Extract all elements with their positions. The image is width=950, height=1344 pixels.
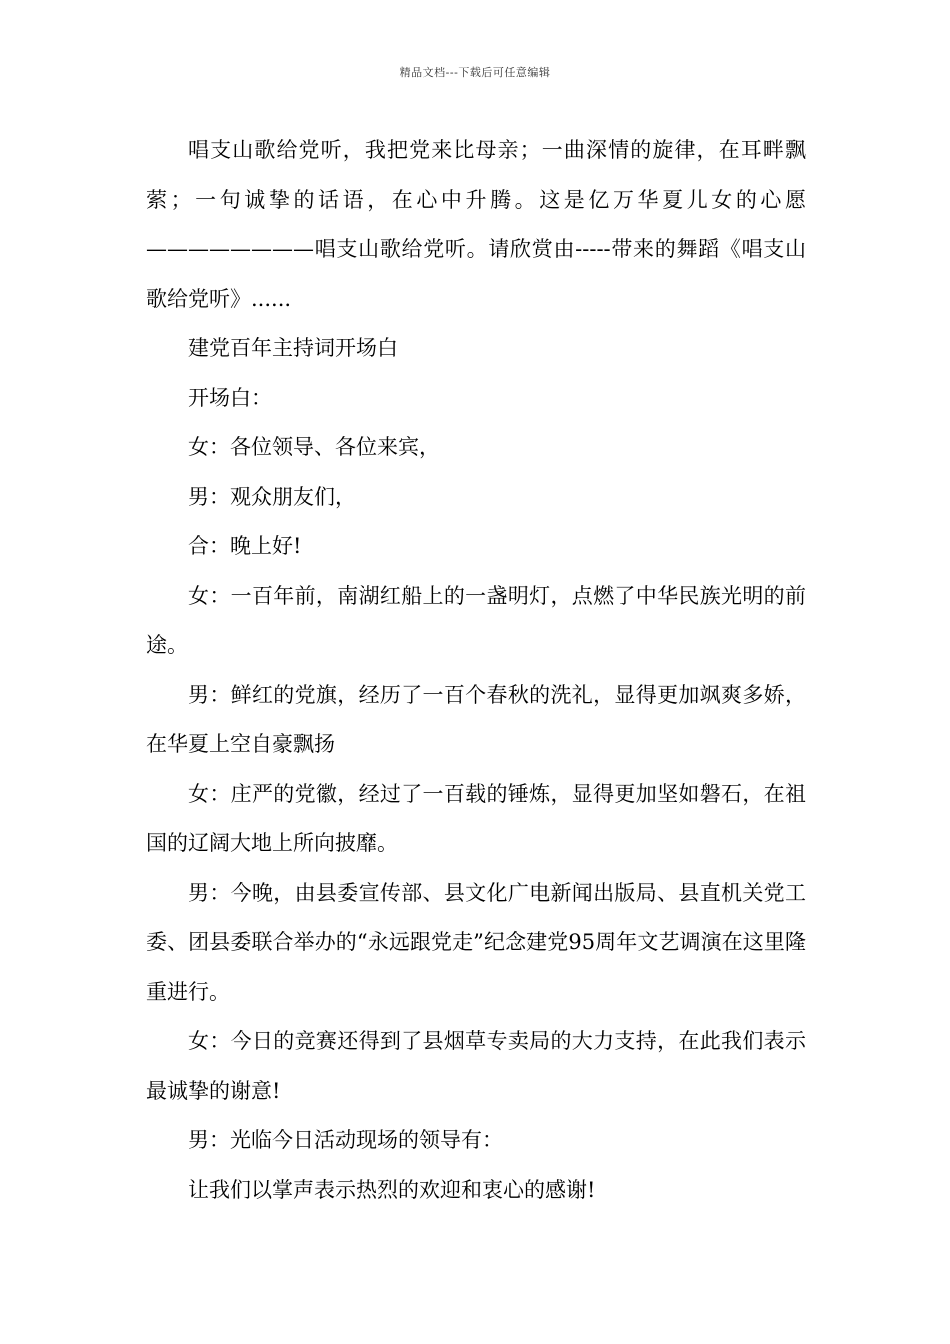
- paragraph-line: 合：晚上好!: [188, 534, 302, 558]
- paragraph-line: 女：庄严的党徽，经过了一百载的锤炼，显得更加坚如磐石，在祖国的辽阔大地上所向披靡。: [146, 781, 806, 855]
- paragraph-line: 女：一百年前，南湖红船上的一盏明灯，点燃了中华民族光明的前途。: [146, 583, 806, 657]
- page-header: 精品文档---下载后可任意编辑: [399, 66, 551, 79]
- paragraph-opening-label: 开场白：: [188, 385, 272, 410]
- paragraph-line: 男：光临今日活动现场的领导有：: [188, 1128, 503, 1152]
- paragraph-line: 女：今日的竞赛还得到了县烟草专卖局的大力支持，在此我们表示最诚挚的谢意!: [146, 1029, 806, 1103]
- paragraph-line: 男：观众朋友们，: [188, 484, 356, 509]
- paragraph-line: 男：今晚，由县委宣传部、县文化广电新闻出版局、县直机关党工委、团县委联合举办的“永远跟党走”纪念建党95周年文艺调演在这里隆重进行。: [146, 880, 806, 1004]
- paragraph-intro: 唱支山歌给党听，我把党来比母亲；一曲深情的旋律，在耳畔飘萦；一句诚挚的话语，在心中升腾。这是亿万华夏儿女的心愿————————唱支山歌给党听。请欣赏由-----带来的舞蹈《唱支山歌给党听》......: [146, 138, 806, 311]
- paragraph-line: 女：各位领导、各位来宾，: [188, 435, 440, 459]
- paragraph-line: 男：鲜红的党旗，经历了一百个春秋的洗礼，显得更加飒爽多娇，在华夏上空自豪飘扬: [146, 682, 806, 756]
- paragraph-title: 建党百年主持词开场白: [188, 336, 398, 360]
- paragraph-line: 让我们以掌声表示热烈的欢迎和衷心的感谢!: [188, 1177, 596, 1202]
- document-body: [146, 126, 806, 1215]
